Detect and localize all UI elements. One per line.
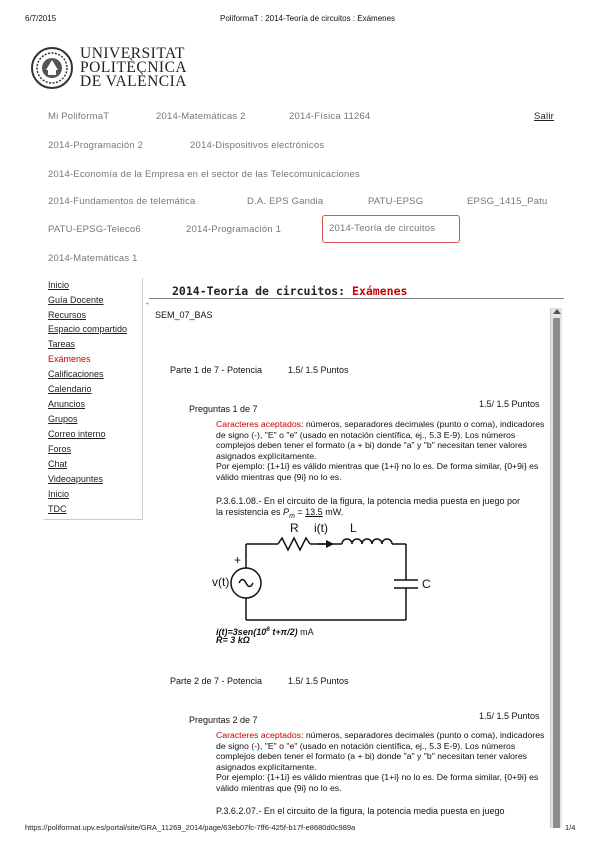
sidebar-item-inicio[interactable]: Inicio [48,280,70,290]
sidebar-item-tareas[interactable]: Tareas [48,339,76,349]
tab-da-eps-gandia[interactable]: D.A. EPS Gandia [247,196,324,207]
sidebar-item-grupos[interactable]: Grupos [48,414,78,424]
tab-matematicas-1[interactable]: 2014-Matemáticas 1 [48,253,138,264]
page-title [172,284,407,298]
collapse-marker[interactable]: - [146,299,149,308]
accepted-chars-text: : números, separadores decimales (punto o coma), indicadores de signo (-), "E" o "e" (usado en notación científica, ej., 5.3 E-9). Los números complejos deben tener el formato (a + bi) donde "a" y "b" necesitan tener valores asignados explícitamente. [216,419,545,461]
resistance-value: R= 3 kΩ [216,635,250,645]
sidebar-item-anuncios[interactable]: Anuncios [48,399,86,409]
example-text-2: Por ejemplo: {1+1i} es válido mientras que {1+i} no lo es. De forma similar, {0+9i} es válido mientras que {9i} no lo es. [216,772,539,793]
tab-fundamentos-telematica[interactable]: 2014-Fundamentos de telemática [48,196,196,207]
sidebar-item-calendario[interactable]: Calendario [48,384,92,394]
tab-patu-epsg[interactable]: PATU-EPSG [368,196,424,207]
part-1-points: 1.5/ 1.5 Puntos [288,365,349,375]
label-l: L [350,521,357,535]
title-rule [149,298,564,299]
print-date: 6/7/2015 [25,14,57,23]
power-subscript: m [289,512,295,520]
power-symbol: P [283,507,290,517]
circuit-diagram [210,520,440,630]
page-title-site: 2014-Teoría de circuitos: [172,284,346,298]
tab-economia-empresa[interactable]: 2014-Economía de la Empresa en el sector de las Telecomunicaciones [48,169,360,180]
statement-unit: mW. [322,507,344,517]
accepted-chars-label: Caracteres aceptados [216,419,301,429]
logo-line-1: UNIVERSITAT [80,45,186,62]
label-c: C [422,577,431,591]
sidebar-item-recursos[interactable]: Recursos [48,310,87,320]
print-url: https://poliformat.upv.es/portal/site/GRA_11269_2014/page/63eb07fc-7ff6-425f-b17f-e8680d0c989a [25,823,356,832]
sidebar-item-chat[interactable]: Chat [48,459,68,469]
accepted-chars-text-2: : números, separadores decimales (punto o coma), indicadores de signo (-), "E" o "e" (usado en notación científica, ej., 5.3 E-9). Los números complejos deben tener el formato (a + bi) donde "a" y "b" necesitan tener valores asignados explícitamente. [216,730,545,772]
inductor-icon [342,539,392,544]
logo-line-2: POLITÈCNICA [80,59,188,76]
scrollbar[interactable] [550,308,562,828]
tab-dispositivos-electronicos[interactable]: 2014-Dispositivos electrónicos [190,140,325,151]
university-seal-logo [30,44,74,92]
tab-programacion-2[interactable]: 2014-Programación 2 [48,140,144,151]
answer-value[interactable]: 13.5 [305,507,323,517]
question-1-points: 1.5/ 1.5 Puntos [479,399,540,409]
part-1-label: Parte 1 de 7 - Potencia [170,365,263,375]
print-title: PoliformaT : 2014-Teoría de circuitos : Exámenes [220,14,396,23]
statement-prefix: la resistencia es [216,507,281,517]
page-title-section: Exámenes [352,284,408,298]
tab-epsg-1415-patu[interactable]: EPSG_1415_Patu [467,196,548,207]
sidebar-item-calificaciones[interactable]: Calificaciones [48,369,104,379]
accepted-chars-label-2: Caracteres aceptados [216,730,301,740]
question-1-instructions [216,419,546,483]
question-1-label: Preguntas 1 de 7 [189,404,258,414]
resistor-icon [278,538,310,550]
tab-mi-poliformat[interactable]: Mi PoliformaT [48,111,110,122]
label-i: i(t) [314,521,328,535]
tool-sidebar [44,278,143,520]
label-plus: + [234,553,242,567]
sidebar-item-videoapuntes[interactable]: Videoapuntes [48,474,103,484]
question-2-points: 1.5/ 1.5 Puntos [479,711,540,721]
sidebar-item-tdc[interactable]: TDC [48,504,67,514]
logout-link[interactable]: Salir [534,111,555,122]
current-unit: mA [297,627,314,637]
current-exponent: 6 [266,626,270,633]
part-2-label: Parte 2 de 7 - Potencia [170,676,263,686]
example-text: Por ejemplo: {1+1i} es válido mientras que {1+i} no lo es. De forma similar, {0+9i} es válido mientras que {9i} no lo es. [216,461,539,482]
sidebar-item-foros[interactable]: Foros [48,444,72,454]
current-suffix: t+π/2) [269,627,298,637]
current-arrow-icon [326,540,334,548]
statement-equals: = [294,507,306,517]
sidebar-item-guia-docente[interactable]: Guía Docente [48,295,104,305]
scrollbar-thumb[interactable] [553,318,560,828]
sidebar-item-espacio-compartido[interactable]: Espacio compartido [48,324,128,334]
scroll-up-arrow-icon[interactable] [553,309,561,314]
label-r: R [290,521,299,535]
sidebar-item-examenes[interactable]: Exámenes [48,354,91,364]
question-1-statement [216,496,556,522]
logo-line-3: DE VALÈNCIA [80,73,187,90]
tab-patu-epsg-teleco6[interactable]: PATU-EPSG-Teleco6 [48,224,141,235]
tab-programacion-1[interactable]: 2014-Programación 1 [186,224,282,235]
sidebar-item-inicio-2[interactable]: Inicio [48,489,70,499]
part-2-points: 1.5/ 1.5 Puntos [288,676,349,686]
tab-matematicas-2[interactable]: 2014-Matemáticas 2 [156,111,246,122]
label-v: v(t) [212,575,230,589]
tab-teoria-circuitos[interactable]: 2014-Teoría de circuitos [322,215,460,243]
tab-fisica[interactable]: 2014-Física 11264 [289,111,371,122]
current-prefix: i(t)=3sen(10 [216,627,267,637]
sidebar-item-correo-interno[interactable]: Correo interno [48,429,106,439]
question-2-label: Preguntas 2 de 7 [189,715,258,725]
question-2-instructions [216,730,546,794]
exam-name: SEM_07_BAS [155,310,213,320]
question-2-statement: P.3.6.2.07.- En el circuito de la figura, la potencia media puesta en juego [216,806,505,816]
statement-line-1: P.3.6.1.08.- En el circuito de la figura, la potencia media puesta en juego por [216,496,521,506]
sine-wave-icon [239,580,253,587]
print-page-count: 1/4 [565,823,576,832]
